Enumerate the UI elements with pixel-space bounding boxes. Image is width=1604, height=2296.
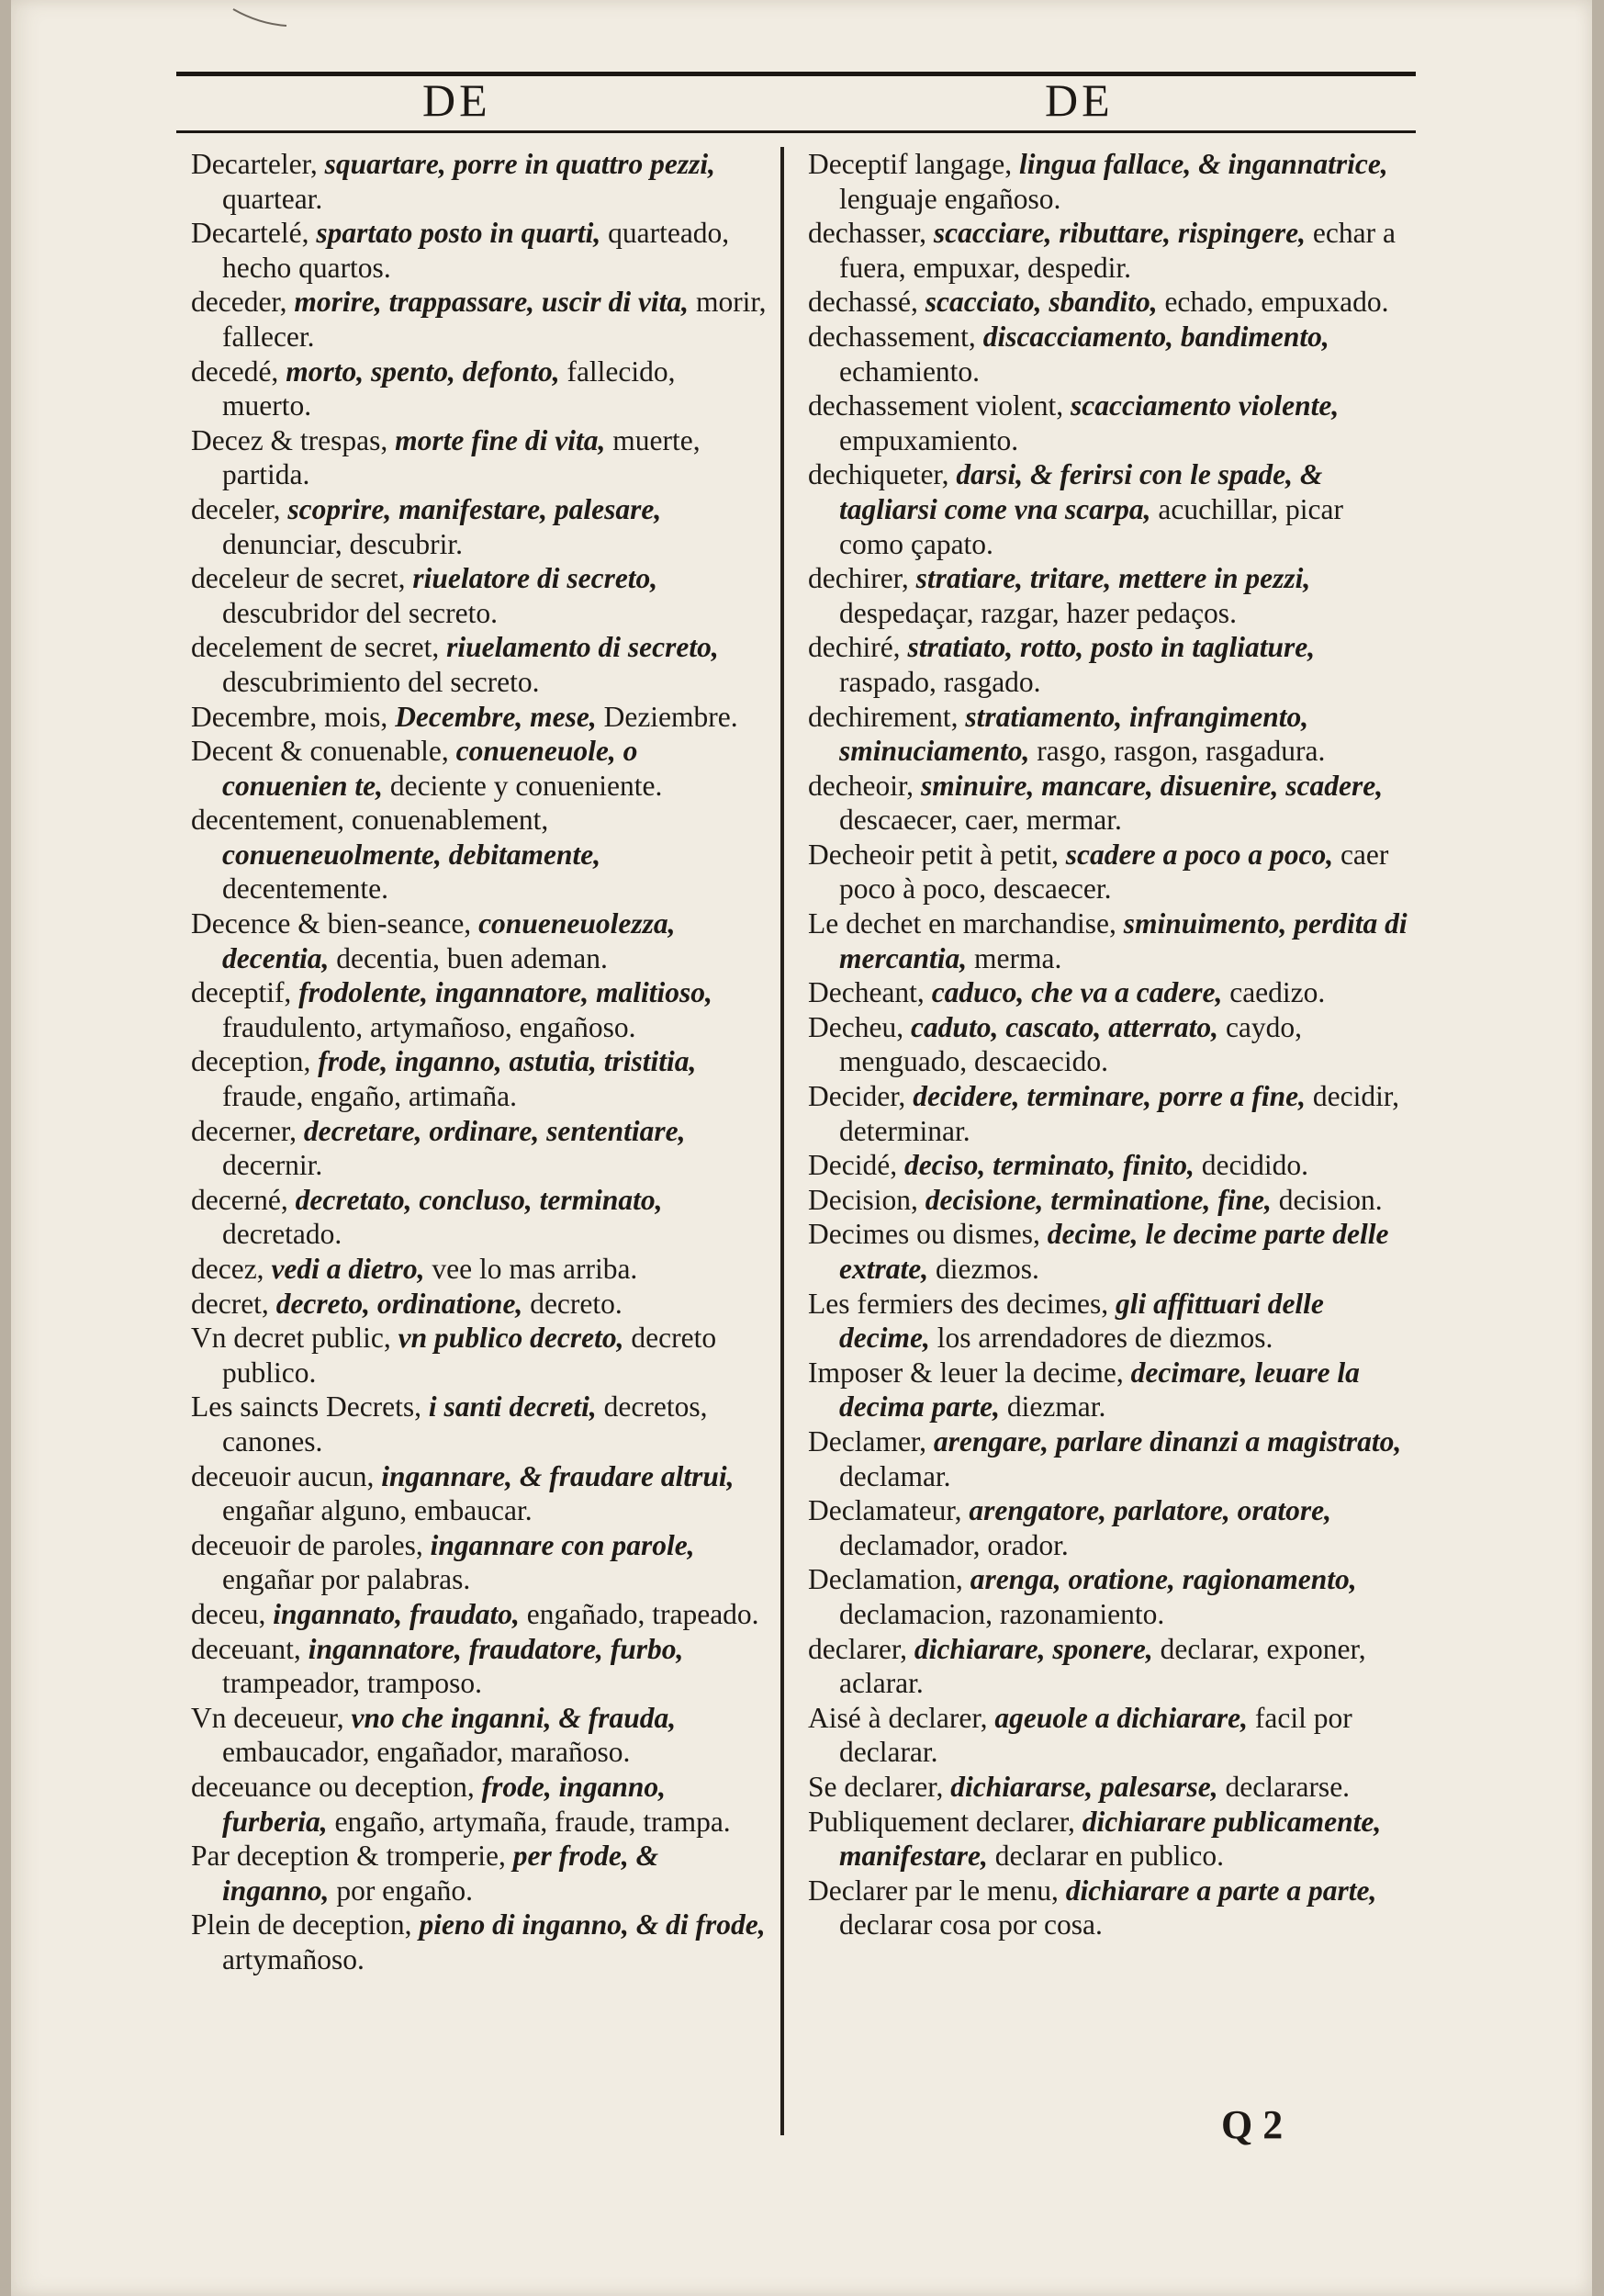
dictionary-entry — [191, 975, 768, 1044]
dictionary-entry — [808, 1183, 1410, 1218]
entry-italian: sminuire, mancare, disuenire, scadere, — [920, 769, 1384, 802]
entry-italian: frode, inganno, furberia, — [222, 1770, 667, 1838]
dictionary-entry — [191, 734, 768, 803]
entry-french: dechirement, — [808, 700, 966, 733]
dictionary-entry — [191, 1114, 768, 1183]
entry-spanish: declarar, exponer, aclarar. — [839, 1632, 1366, 1700]
entry-spanish: diezmos. — [928, 1253, 1039, 1285]
entry-french: Declarer par le menu, — [808, 1874, 1066, 1907]
entry-italian: conueneuole, o conuenien te, — [222, 735, 638, 802]
entry-french: deceuoir de paroles, — [191, 1528, 431, 1561]
entry-italian: Decembre, mese, — [395, 700, 597, 733]
entry-italian: squartare, porre in quattro pezzi, — [324, 148, 715, 180]
dictionary-entry — [191, 492, 768, 561]
entry-french: Declamateur, — [808, 1494, 970, 1527]
entry-french: Imposer & leuer la decime, — [808, 1356, 1131, 1389]
entry-spanish: fraudulento, artymañoso, engañoso. — [222, 1010, 636, 1043]
entry-spanish: trampeador, tramposo. — [222, 1667, 483, 1700]
entry-french: dechassement, — [808, 320, 983, 353]
entry-french: Decarteler, — [191, 148, 325, 180]
page-corner-mark — [231, 6, 305, 29]
entry-french: decentement, conuenablement, — [191, 804, 549, 837]
entry-french: decelement de secret, — [191, 631, 447, 664]
entry-french: Decartelé, — [191, 217, 317, 250]
entry-french: Declamer, — [808, 1424, 934, 1458]
entry-spanish: engañar alguno, embaucar. — [222, 1494, 533, 1527]
right-headword: DE — [1045, 74, 1114, 126]
entry-spanish: descubridor del secreto. — [222, 596, 499, 629]
entry-french: decez, — [191, 1253, 272, 1285]
entry-italian: arenga, oratione, ragionamento, — [970, 1563, 1357, 1596]
dictionary-entry — [808, 1356, 1410, 1424]
entry-spanish: quartear. — [222, 182, 323, 215]
entry-italian: decimare, leuare la decima parte, — [839, 1356, 1360, 1424]
entry-spanish: descaecer, caer, mermar. — [839, 804, 1122, 837]
dictionary-entry — [191, 1770, 768, 1839]
entry-spanish: descubrimiento del secreto. — [222, 665, 540, 698]
entry-italian: decisione, terminatione, fine, — [925, 1183, 1272, 1216]
entry-italian: dichiarare a parte a parte, — [1065, 1874, 1377, 1907]
entry-italian: arengatore, parlatore, oratore, — [969, 1494, 1332, 1527]
entry-spanish: acuchillar, picar como çapato. — [839, 492, 1343, 560]
dictionary-entry — [808, 1287, 1410, 1356]
entry-italian: stratiato, rotto, posto in tagliature, — [907, 631, 1316, 664]
entry-spanish: caydo, menguado, descaecido. — [839, 1010, 1303, 1078]
entry-spanish: morir, fallecer. — [222, 286, 767, 353]
dictionary-entry — [191, 216, 768, 285]
entry-spanish: rasgo, rasgon, rasgadura. — [1029, 735, 1326, 768]
entry-french: Decence & bien-seance, — [191, 907, 479, 940]
entry-spanish: engaño, artymaña, fraude, trampa. — [327, 1805, 731, 1838]
dictionary-entry — [191, 630, 768, 699]
dictionary-entry — [191, 147, 768, 216]
dictionary-entry — [191, 1459, 768, 1528]
entry-italian: stratiamento, infrangimento, sminuciamento, — [839, 700, 1309, 768]
dictionary-entry — [191, 1321, 768, 1390]
entry-french: deceptif, — [191, 976, 299, 1009]
entry-french: decerner, — [191, 1114, 304, 1147]
dictionary-entry — [808, 320, 1410, 388]
entry-italian: vn publico decreto, — [398, 1322, 624, 1355]
dictionary-entry — [808, 975, 1410, 1010]
entry-spanish: decidido. — [1194, 1149, 1309, 1182]
entry-spanish: raspado, rasgado. — [839, 665, 1041, 698]
entry-french: Deceptif langage, — [808, 148, 1020, 180]
entry-italian: ingannatore, fraudatore, furbo, — [308, 1632, 684, 1665]
entry-spanish: echar a fuera, empuxar, despedir. — [839, 217, 1396, 284]
entry-italian: conueneuolezza, decentia, — [222, 907, 676, 974]
entry-spanish: fraude, engaño, artimaña. — [222, 1080, 517, 1113]
entry-french: decret, — [191, 1287, 276, 1320]
entry-spanish: caer poco à poco, descaecer. — [839, 838, 1389, 906]
entry-italian: scacciato, sbandito, — [925, 286, 1158, 319]
entry-italian: dichiararse, palesarse, — [950, 1770, 1218, 1803]
entry-italian: conueneuolmente, debitamente, — [222, 838, 601, 871]
left-column — [191, 147, 768, 1976]
entry-french: dechirer, — [808, 562, 916, 595]
entry-spanish: decreto. — [522, 1287, 623, 1320]
entry-italian: scacciamento violente, — [1071, 389, 1340, 422]
entry-italian: vno che inganni, & frauda, — [351, 1701, 677, 1734]
entry-french: Decembre, mois, — [191, 700, 396, 733]
entry-spanish: muerte, partida. — [222, 423, 701, 491]
header-rule-bottom — [176, 130, 1416, 133]
dictionary-entry — [808, 1874, 1410, 1942]
entry-french: deceuoir aucun, — [191, 1459, 382, 1492]
entry-spanish: por engaño. — [329, 1874, 474, 1907]
entry-french: Decidé, — [808, 1149, 904, 1182]
dictionary-entry — [808, 216, 1410, 285]
dictionary-entry — [191, 423, 768, 492]
entry-french: Declamation, — [808, 1563, 970, 1596]
entry-french: Vn decret public, — [191, 1322, 398, 1355]
dictionary-entry — [808, 1217, 1410, 1286]
dictionary-entry — [191, 1390, 768, 1458]
left-headword: DE — [422, 74, 491, 126]
entry-spanish: fallecido, muerto. — [222, 355, 676, 422]
entry-italian: morte fine di vita, — [395, 423, 606, 456]
entry-spanish: despedaçar, razgar, hazer pedaços. — [839, 596, 1237, 629]
entry-italian: dichiarare publicamente, manifestare, — [839, 1805, 1382, 1873]
entry-french: Decimes ou dismes, — [808, 1218, 1048, 1251]
dictionary-entry — [191, 1528, 768, 1597]
entry-spanish: embaucador, engañador, marañoso. — [222, 1736, 631, 1769]
dictionary-entry — [808, 1079, 1410, 1148]
entry-french: Decheu, — [808, 1010, 911, 1043]
dictionary-entry — [191, 1252, 768, 1287]
entry-french: Plein de deception, — [191, 1908, 420, 1941]
entry-italian: sminuimento, perdita di mercantia, — [839, 907, 1408, 974]
dictionary-entry — [808, 1805, 1410, 1874]
dictionary-entry — [808, 561, 1410, 630]
entry-spanish: lenguaje engañoso. — [839, 182, 1061, 215]
dictionary-entry — [191, 1183, 768, 1252]
entry-spanish: echamiento. — [839, 355, 981, 388]
entry-italian: ingannato, fraudato, — [273, 1597, 520, 1630]
dictionary-entry — [808, 630, 1410, 699]
right-column — [808, 147, 1410, 1942]
entry-spanish: decernir. — [222, 1149, 323, 1182]
entry-italian: caduto, cascato, atterrato, — [910, 1010, 1219, 1043]
entry-italian: riuelamento di secreto, — [446, 631, 719, 664]
entry-italian: per frode, & inganno, — [222, 1840, 659, 1907]
entry-italian: morto, spento, defonto, — [286, 355, 560, 388]
entry-french: declarer, — [808, 1632, 914, 1665]
entry-italian: frode, inganno, astutia, tristitia, — [318, 1045, 697, 1078]
entry-spanish: facil por declarar. — [839, 1701, 1352, 1769]
entry-italian: spartato posto in quarti, — [316, 217, 601, 250]
dictionary-entry — [808, 769, 1410, 838]
entry-french: Decent & conuenable, — [191, 735, 456, 768]
entry-italian: decreto, ordinatione, — [275, 1287, 523, 1320]
entry-spanish: decretado. — [222, 1218, 342, 1251]
entry-french: deceleur de secret, — [191, 562, 413, 595]
entry-spanish: diezmar. — [999, 1390, 1106, 1424]
dictionary-entry — [191, 803, 768, 906]
entry-french: deceu, — [191, 1597, 274, 1630]
entry-french: Par deception & tromperie, — [191, 1840, 513, 1873]
entry-french: decerné, — [191, 1183, 296, 1216]
entry-spanish: declamar. — [839, 1459, 951, 1492]
entry-italian: ingannare, & fraudare altrui, — [381, 1459, 735, 1492]
entry-french: Le dechet en marchandise, — [808, 907, 1124, 940]
entry-french: deceuance ou deception, — [191, 1770, 482, 1803]
entry-italian: deciso, terminato, finito, — [903, 1149, 1195, 1182]
dictionary-entry — [808, 906, 1410, 975]
dictionary-entry — [191, 1701, 768, 1770]
entry-spanish: los arrendadores de diezmos. — [929, 1322, 1273, 1355]
entry-french: Decider, — [808, 1080, 914, 1113]
dictionary-entry — [808, 285, 1410, 320]
dictionary-entry — [191, 906, 768, 975]
entry-italian: i santi decreti, — [428, 1390, 597, 1424]
entry-french: Decez & trespas, — [191, 423, 396, 456]
entry-italian: pieno di inganno, & di frode, — [419, 1908, 766, 1941]
entry-spanish: vee lo mas arriba. — [424, 1253, 638, 1285]
dictionary-entry — [808, 1632, 1410, 1701]
entry-italian: ageuole a dichiarare, — [994, 1701, 1248, 1734]
entry-italian: decretato, concluso, terminato, — [295, 1183, 663, 1216]
dictionary-entry — [808, 700, 1410, 769]
dictionary-entry — [808, 1148, 1410, 1183]
entry-italian: arengare, parlare dinanzi a magistrato, — [933, 1424, 1402, 1458]
dictionary-entry — [191, 1839, 768, 1908]
entry-spanish: caedizo. — [1222, 976, 1326, 1009]
entry-french: Les fermiers des decimes, — [808, 1287, 1116, 1320]
dictionary-page — [11, 0, 1592, 2296]
entry-french: dechassement violent, — [808, 389, 1071, 422]
entry-italian: caduco, che va a cadere, — [931, 976, 1223, 1009]
entry-italian: decime, le decime parte delle extrate, — [839, 1218, 1389, 1285]
entry-italian: discacciamento, bandimento, — [982, 320, 1329, 353]
header-rule-top — [176, 72, 1416, 76]
entry-french: dechiré, — [808, 631, 908, 664]
entry-french: decedé, — [191, 355, 286, 388]
entry-italian: ingannare con parole, — [430, 1528, 695, 1561]
entry-french: Publiquement declarer, — [808, 1805, 1082, 1838]
entry-french: Se declarer, — [808, 1770, 951, 1803]
entry-spanish: artymañoso. — [222, 1942, 365, 1975]
entry-italian: stratiare, tritare, mettere in pezzi, — [915, 562, 1311, 595]
entry-spanish: echado, empuxado. — [1157, 286, 1389, 319]
entry-french: deceler, — [191, 492, 288, 525]
entry-spanish: denunciar, descubrir. — [222, 527, 464, 560]
entry-italian: morire, trappassare, uscir di vita, — [294, 286, 690, 319]
entry-spanish: decreto publico. — [222, 1322, 717, 1389]
dictionary-entry — [808, 1770, 1410, 1805]
dictionary-entry — [808, 388, 1410, 457]
entry-italian: decretare, ordinare, sententiare, — [303, 1114, 686, 1147]
entry-spanish: engañar por palabras. — [222, 1563, 471, 1596]
dictionary-entry — [808, 147, 1410, 216]
entry-italian: dichiarare, sponere, — [914, 1632, 1153, 1665]
dictionary-entry — [808, 1424, 1410, 1493]
entry-french: dechasser, — [808, 217, 934, 250]
dictionary-entry — [191, 700, 768, 735]
entry-spanish: quarteado, hecho quartos. — [222, 217, 730, 284]
dictionary-entry — [808, 1493, 1410, 1562]
entry-spanish: decision. — [1271, 1183, 1383, 1216]
entry-french: dechiqueter, — [808, 458, 957, 491]
dictionary-entry — [191, 1632, 768, 1701]
entry-italian: riuelatore di secreto, — [412, 562, 658, 595]
entry-spanish: declarar en publico. — [987, 1840, 1224, 1873]
dictionary-entry — [191, 285, 768, 354]
entry-french: decheoir, — [808, 769, 921, 802]
entry-french: Decheoir petit à petit, — [808, 838, 1066, 871]
dictionary-entry — [808, 1010, 1410, 1079]
entry-french: Aisé à declarer, — [808, 1701, 995, 1734]
entry-spanish: declamador, orador. — [839, 1528, 1069, 1561]
entry-spanish: decentia, buen ademan. — [329, 941, 608, 974]
entry-italian: scadere a poco a poco, — [1065, 838, 1334, 871]
entry-french: deceder, — [191, 286, 295, 319]
entry-italian: lingua fallace, & ingannatrice, — [1019, 148, 1388, 180]
entry-italian: decidere, terminare, porre a fine, — [913, 1080, 1306, 1113]
entry-italian: vedi a dietro, — [271, 1253, 425, 1285]
entry-spanish: Deziembre. — [596, 700, 738, 733]
entry-spanish: declamacion, razonamiento. — [839, 1597, 1165, 1630]
dictionary-entry — [191, 1287, 768, 1322]
entry-italian: gli affittuari delle decime, — [839, 1287, 1324, 1355]
entry-spanish: declarar cosa por cosa. — [839, 1908, 1103, 1941]
entry-french: Les saincts Decrets, — [191, 1390, 429, 1424]
entry-french: Vn deceueur, — [191, 1701, 352, 1734]
entry-spanish: engañado, trapeado. — [519, 1597, 759, 1630]
entry-spanish: deciente y conueniente. — [383, 769, 663, 802]
dictionary-entry — [191, 355, 768, 423]
signature-mark: Q 2 — [1221, 2102, 1284, 2147]
entry-spanish: decidir, determinar. — [839, 1080, 1399, 1147]
column-divider — [780, 147, 784, 2135]
entry-french: Decision, — [808, 1183, 925, 1216]
entry-spanish: decentemente. — [222, 872, 389, 906]
dictionary-entry — [191, 561, 768, 630]
entry-spanish: empuxamiento. — [839, 423, 1019, 456]
entry-spanish: decretos, canones. — [222, 1390, 708, 1458]
entry-spanish: merma. — [967, 941, 1062, 974]
entry-italian: darsi, & ferirsi con le spade, & tagliarsi come vna scarpa, — [839, 458, 1323, 525]
entry-french: Decheant, — [808, 976, 932, 1009]
entry-french: dechassé, — [808, 286, 925, 319]
dictionary-entry — [808, 1701, 1410, 1770]
entry-french: deception, — [191, 1045, 319, 1078]
dictionary-entry — [808, 1562, 1410, 1631]
dictionary-entry — [808, 457, 1410, 561]
dictionary-entry — [191, 1908, 768, 1976]
dictionary-entry — [191, 1044, 768, 1113]
entry-italian: scacciare, ributtare, rispingere, — [933, 217, 1307, 250]
dictionary-entry — [808, 838, 1410, 906]
entry-italian: frodolente, ingannatore, malitioso, — [298, 976, 712, 1009]
entry-spanish: declararse. — [1217, 1770, 1351, 1803]
dictionary-entry — [191, 1597, 768, 1632]
entry-italian: scoprire, manifestare, palesare, — [287, 492, 662, 525]
entry-french: deceuant, — [191, 1632, 308, 1665]
